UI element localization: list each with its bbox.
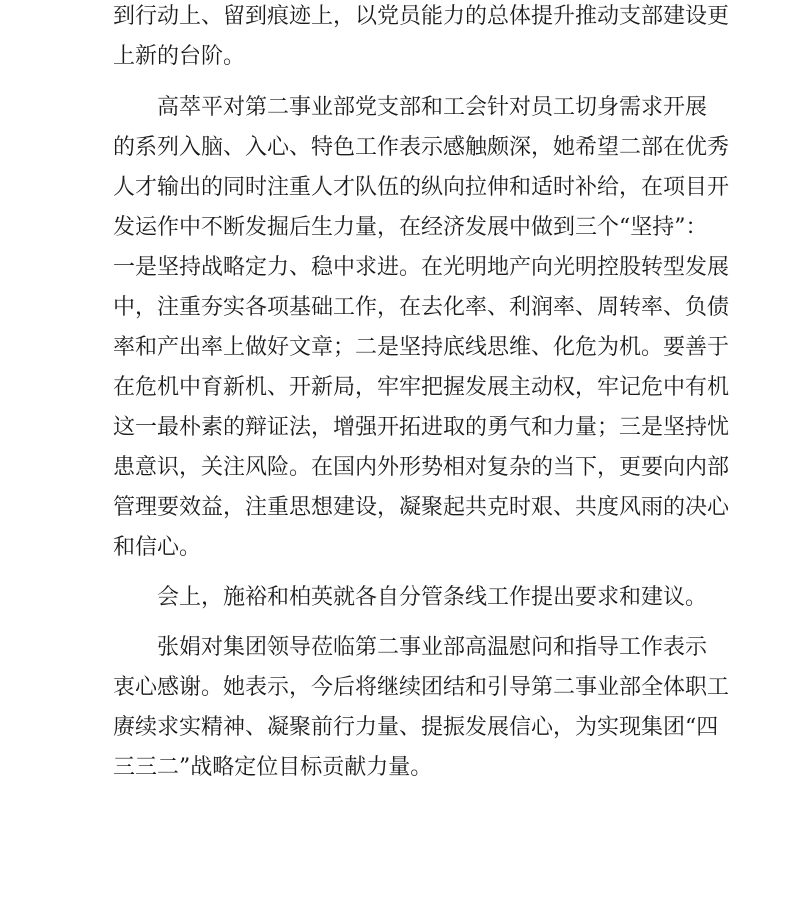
text-line: 患意识，关注风险。在国内外形势相对复杂的当下，更要向内部: [113, 455, 730, 480]
text-line: 张娟对集团领导莅临第二事业部高温慰问和指导工作表示: [157, 635, 708, 660]
text-line: 衷心感谢。她表示，今后将继续团结和引导第二事业部全体职工: [113, 675, 730, 700]
text-line: 上新的台阶。: [113, 44, 246, 69]
text-line: 率和产出率上做好文章；二是坚持底线思维、化危为机。要善于: [113, 335, 730, 360]
text-line: 中，注重夯实各项基础工作，在去化率、利润率、周转率、负债: [113, 295, 730, 320]
text-line: 一是坚持战略定力、稳中求进。在光明地产向光明控股转型发展: [113, 255, 730, 280]
text-line: 管理要效益，注重思想建设，凝聚起共克时艰、共度风雨的决心: [113, 495, 730, 520]
text-line: 和信心。: [113, 535, 202, 560]
text-line: 会上，施裕和柏英就各自分管条线工作提出要求和建议。: [157, 585, 708, 610]
text-line: 发运作中不断发掘后生力量，在经济发展中做到三个“坚持”：: [113, 215, 708, 240]
text-line: 的系列入脑、入心、特色工作表示感触颇深，她希望二部在优秀: [113, 135, 730, 160]
text-line: 在危机中育新机、开新局，牢牢把握发展主动权，牢记危中有机: [113, 375, 730, 400]
text-line: 高萃平对第二事业部党支部和工会针对员工切身需求开展: [157, 95, 708, 120]
text-line: 三三二”战略定位目标贡献力量。: [113, 755, 433, 780]
text-line: 人才输出的同时注重人才队伍的纵向拉伸和适时补给，在项目开: [113, 175, 730, 200]
text-line: 赓续求实精神、凝聚前行力量、提振发展信心，为实现集团“四: [113, 715, 719, 740]
text-line: 到行动上、留到痕迹上，以党员能力的总体提升推动支部建设更: [113, 4, 730, 29]
text-line: 这一最朴素的辩证法，增强开拓进取的勇气和力量；三是坚持忧: [113, 415, 730, 440]
